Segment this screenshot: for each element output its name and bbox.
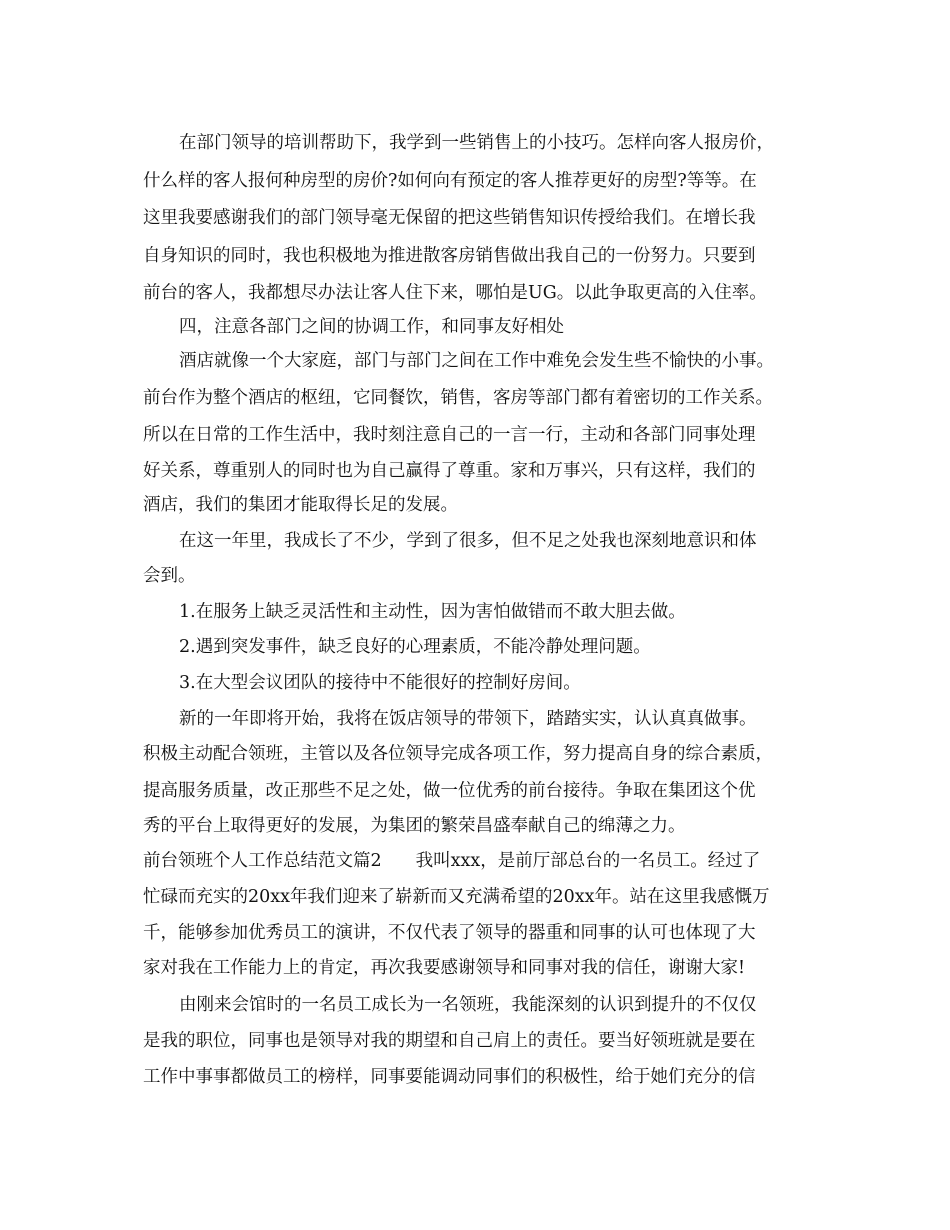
text-line: 什么样的客人报何种房型的房价?如何向有预定的客人推荐更好的房型?等等。在 [143,171,757,191]
text-line: 会到。 [143,566,196,586]
article-title: 前台领班个人工作总结范文篇2 [143,851,382,871]
text-line: 忙碌而充实的20xx年我们迎来了崭新而又充满希望的20xx年。站在这里我感慨万 [143,887,770,907]
list-item: 2.遇到突发事件，缺乏良好的心理素质，不能冷静处理问题。 [179,637,651,657]
text-line: 在部门领导的培训帮助下，我学到一些销售上的小技巧。怎样向客人报房价， [179,133,774,153]
text-line: 酒店，我们的集团才能取得长足的发展。 [143,495,458,515]
text-line: 由刚来会馆时的一名员工成长为一名领班，我能深刻的认识到提升的不仅仅 [179,995,757,1015]
list-item: 1.在服务上缺乏灵活性和主动性，因为害怕做错而不敢大胆去做。 [179,602,686,622]
list-item: 3.在大型会议团队的接待中不能很好的控制好房间。 [179,673,581,693]
text-line: 在这一年里，我成长了不少，学到了很多，但不足之处我也深刻地意识和体 [179,531,757,551]
text-line: 我叫xxx，是前厅部总台的一名员工。经过了 [415,851,761,871]
text-line: 秀的平台上取得更好的发展，为集团的繁荣昌盛奉献自己的绵薄之力。 [143,816,686,836]
text-line: 所以在日常的工作生活中，我时刻注意自己的一言一行，主动和各部门同事处理 [143,425,756,445]
text-line: 是我的职位，同事也是领导对我的期望和自己肩上的责任。要当好领班就是要在 [143,1031,756,1051]
text-line: 前台的客人，我都想尽办法让客人住下来，哪怕是UG。以此争取更高的入住率。 [143,283,767,303]
text-line: 千，能够参加优秀员工的演讲，不仅代表了领导的器重和同事的认可也体现了大 [143,923,756,943]
text-line: 好关系，尊重别人的同时也为自己赢得了尊重。家和万事兴，只有这样，我们的 [143,461,756,481]
text-line: 前台作为整个酒店的枢纽，它同餐饮，销售，客房等部门都有着密切的工作关系。 [143,388,773,408]
text-line: 这里我要感谢我们的部门领导毫无保留的把这些销售知识传授给我们。在增长我 [143,208,756,228]
text-line: 酒店就像一个大家庭，部门与部门之间在工作中难免会发生些不愉快的小事。 [179,351,774,371]
article-title-line [143,850,760,872]
text-line: 工作中事事都做员工的榜样，同事要能调动同事们的积极性，给于她们充分的信 [143,1067,756,1087]
text-line: 积极主动配合领班，主管以及各位领导完成各项工作，努力提高自身的综合素质， [143,744,773,764]
text-line: 新的一年即将开始，我将在饭店领导的带领下，踏踏实实，认认真真做事。 [179,709,757,729]
section-heading: 四，注意各部门之间的协调工作，和同事友好相处 [179,317,564,337]
text-line: 提高服务质量，改正那些不足之处，做一位优秀的前台接待。争取在集团这个优 [143,781,756,801]
text-line: 自身知识的同时，我也积极地为推进散客房销售做出我自己的一份努力。只要到 [143,246,756,266]
text-line: 家对我在工作能力上的肯定，再次我要感谢领导和同事对我的信任，谢谢大家! [143,958,746,978]
